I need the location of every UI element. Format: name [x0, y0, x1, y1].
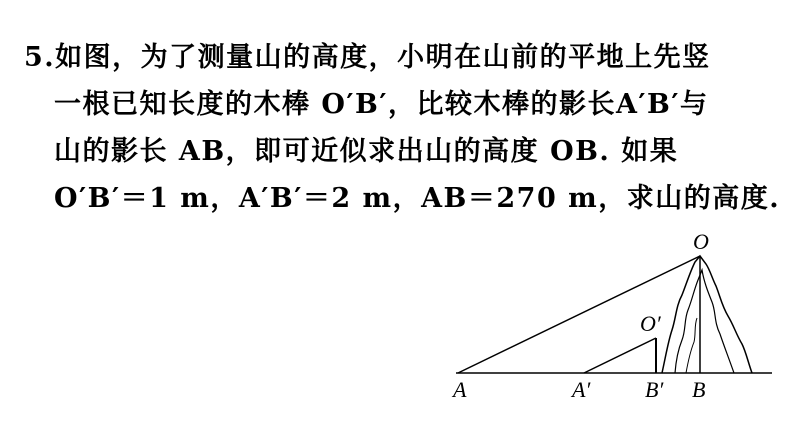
label-B: B: [692, 377, 706, 402]
problem-line-4: O′B′＝1 m，A′B′＝2 m，AB＝270 m，求山的高度.: [54, 183, 781, 214]
mountain-contour: [675, 270, 734, 373]
problem-line-2: 一根已知长度的木棒 O′B′，比较木棒的影长A′B′与: [54, 89, 709, 120]
ray-ApOp: [584, 338, 656, 373]
label-A: A: [453, 377, 467, 402]
problem-line-3: 山的影长 AB，即可近似求出山的高度 OB. 如果: [54, 136, 679, 167]
label-O: O: [693, 229, 709, 254]
mountain-crease: [686, 318, 697, 373]
mountain-outline: [662, 256, 752, 373]
label-O-prime: O′: [640, 311, 661, 336]
ray-AO: [458, 256, 700, 373]
problem-line-1: 5.如图，为了测量山的高度，小明在山前的平地上先竖: [24, 42, 711, 73]
label-A-prime: A′: [572, 377, 591, 402]
label-B-prime: B′: [645, 377, 664, 402]
